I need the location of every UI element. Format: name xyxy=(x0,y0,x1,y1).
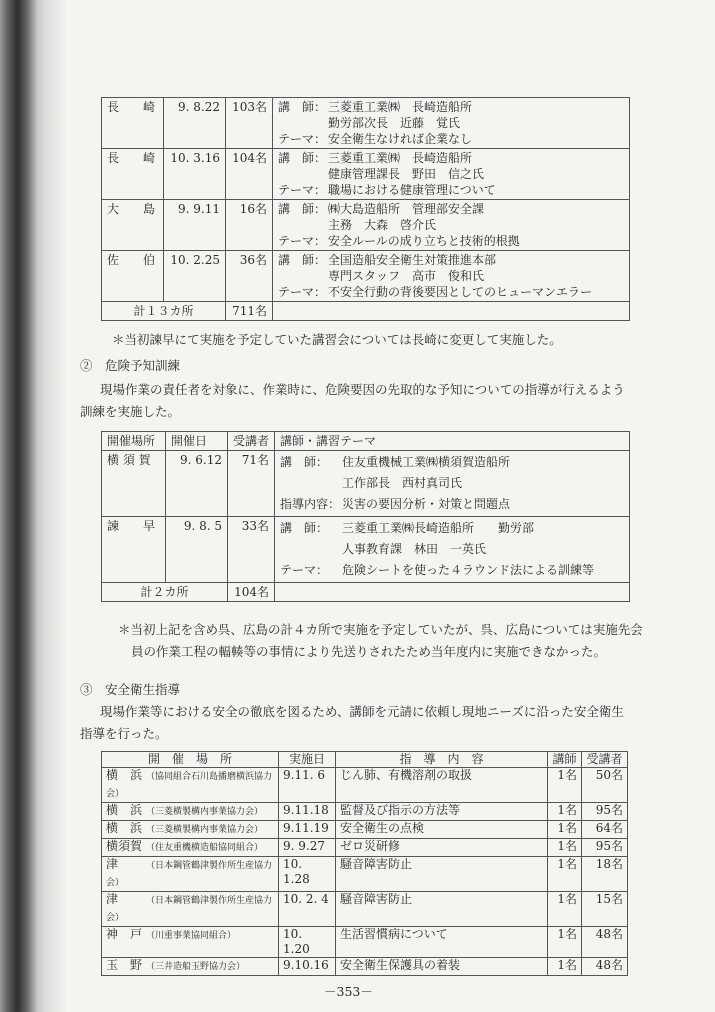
kyt-table xyxy=(101,431,630,602)
section-2-intro-1: 現場作業の責任者を対象に、作業時に、危険要因の先取的な予知についての指導が行えるよう xyxy=(100,382,625,397)
line-label: 講 師： xyxy=(278,253,327,267)
total-count: 711名 xyxy=(226,302,273,321)
lecture-line xyxy=(278,166,624,182)
line-text: 主務 大森 啓介氏 xyxy=(328,218,437,232)
venue-cell xyxy=(102,768,279,803)
lecture-line xyxy=(278,131,624,147)
content-cell: 騒音障害防止 xyxy=(336,892,548,927)
header-row xyxy=(102,432,630,451)
instructor-count: 1名 xyxy=(548,958,582,976)
line-text: 三菱重工業㈱長崎造船所 勤労部 xyxy=(342,521,535,535)
venue-city: 津 xyxy=(106,892,119,906)
lecture-cell xyxy=(273,251,630,302)
note-1: ＊当初諫早にて実施を予定していた講習会については長崎に変更して実施した。 xyxy=(112,332,562,347)
column-header: 開催日 xyxy=(166,432,228,451)
content-cell: 騒音障害防止 xyxy=(336,857,548,892)
table-row xyxy=(102,200,630,251)
venue-city: 神 戸 xyxy=(106,927,143,941)
lecture-line xyxy=(280,494,624,515)
header-row xyxy=(102,752,628,768)
instructor-count: 1名 xyxy=(548,857,582,892)
line-text: 三菱重工業㈱ 長崎造船所 xyxy=(328,151,473,165)
lecture-line xyxy=(278,217,624,233)
instructor-count: 1名 xyxy=(548,839,582,857)
line-text: 勤労部次長 近藤 覚氏 xyxy=(328,116,461,130)
venue-cell xyxy=(102,803,279,821)
total-count: 104名 xyxy=(228,583,275,602)
count-cell: 104名 xyxy=(226,149,273,200)
lecture-line xyxy=(280,560,624,581)
table-row xyxy=(102,839,628,857)
total-empty xyxy=(275,583,630,602)
instructor-count: 1名 xyxy=(548,803,582,821)
lecture-line xyxy=(278,252,624,268)
attendee-count: 50名 xyxy=(582,768,628,803)
content-cell: 安全衛生保護具の着装 xyxy=(336,958,548,976)
line-label: 講 師： xyxy=(278,151,327,165)
count-cell: 33名 xyxy=(228,517,275,583)
column-header: 受講者 xyxy=(582,752,628,768)
line-label: テーマ： xyxy=(280,563,329,577)
content-cell: 生活習慣病について xyxy=(336,927,548,958)
venue-org: （三菱横製構内事業協力会） xyxy=(146,825,264,835)
count-cell: 16名 xyxy=(226,200,273,251)
date-cell: 9.11. 6 xyxy=(279,768,336,803)
line-text: 三菱重工業㈱ 長崎造船所 xyxy=(328,100,473,114)
line-text: 職場における健康管理について xyxy=(328,183,496,197)
line-text: 健康管理課長 野田 信之氏 xyxy=(328,167,485,181)
venue-org: （三井造船玉野協力会） xyxy=(146,962,246,972)
attendee-count: 15名 xyxy=(582,892,628,927)
venue-org: （日本鋼管鶴津製作所生産協力会） xyxy=(106,896,273,923)
lecture-line xyxy=(278,150,624,166)
instructor-count: 1名 xyxy=(548,821,582,839)
place-cell: 諫 早 xyxy=(102,517,166,583)
total-label: 計１３カ所 xyxy=(102,302,226,321)
table-row xyxy=(102,451,630,517)
venue-cell xyxy=(102,857,279,892)
date-cell: 9.11.18 xyxy=(279,803,336,821)
line-label: 講 師： xyxy=(280,521,329,535)
attendee-count: 64名 xyxy=(582,821,628,839)
content-cell: 安全衛生の点検 xyxy=(336,821,548,839)
line-label: テーマ： xyxy=(278,132,327,146)
total-row xyxy=(102,302,630,321)
table-row xyxy=(102,98,630,149)
table-row xyxy=(102,768,628,803)
date-cell: 9. 8.22 xyxy=(164,98,226,149)
venue-org: （協同組合石川島播磨横浜協力会） xyxy=(106,772,273,799)
count-cell: 71名 xyxy=(228,451,275,517)
table-row xyxy=(102,517,630,583)
attendee-count: 48名 xyxy=(582,958,628,976)
table-row xyxy=(102,803,628,821)
lecture-cell xyxy=(275,517,630,583)
venue-city: 横須賀 xyxy=(106,839,143,853)
attendee-count: 48名 xyxy=(582,927,628,958)
lecture-line xyxy=(280,452,624,473)
line-text: 全国造船安全衛生対策推進本部 xyxy=(328,253,497,267)
note-2-line-1: ＊当初上記を含め呉、広島の計４カ所で実施を予定していたが、呉、広島については実施先会 xyxy=(118,622,643,637)
place-cell: 長 崎 xyxy=(102,149,164,200)
attendee-count: 95名 xyxy=(582,803,628,821)
venue-city: 横 浜 xyxy=(106,803,143,817)
line-label: 講 師： xyxy=(278,100,327,114)
column-header: 指 導 内 容 xyxy=(336,752,548,768)
lecture-cell xyxy=(275,451,630,517)
line-text: 安全衛生なければ企業なし xyxy=(328,132,473,146)
place-cell: 横 須 賀 xyxy=(102,451,166,517)
table-row xyxy=(102,857,628,892)
attendee-count: 18名 xyxy=(582,857,628,892)
lecture-line xyxy=(278,115,624,131)
date-cell: 10. 1.28 xyxy=(279,857,336,892)
column-header: 受講者 xyxy=(228,432,275,451)
page-number: －353－ xyxy=(324,984,373,999)
line-label: 講 師： xyxy=(280,455,329,469)
lecture-line xyxy=(280,473,624,494)
line-label: テーマ： xyxy=(278,234,327,248)
date-cell: 9.11.19 xyxy=(279,821,336,839)
place-cell: 大 島 xyxy=(102,200,164,251)
instructor-count: 1名 xyxy=(548,892,582,927)
lecture-cell xyxy=(273,149,630,200)
note-2-line-2: 員の作業工程の輻輳等の事情により先送りされたため当年度内に実施できなかった。 xyxy=(131,644,607,659)
place-cell: 佐 伯 xyxy=(102,251,164,302)
instructor-count: 1名 xyxy=(548,927,582,958)
line-label: 講 師： xyxy=(278,202,327,216)
venue-cell xyxy=(102,927,279,958)
binding-glow xyxy=(38,0,68,1012)
column-header: 開 催 場 所 xyxy=(102,752,279,768)
venue-org: （住友重機横造船協同組合） xyxy=(146,843,264,853)
lecture-line xyxy=(280,539,624,560)
venue-cell xyxy=(102,892,279,927)
table-row xyxy=(102,927,628,958)
date-cell: 9.10.16 xyxy=(279,958,336,976)
table-row xyxy=(102,892,628,927)
line-text: 安全ルールの成り立ちと技術的根拠 xyxy=(328,234,520,248)
section-3-intro-1: 現場作業等における安全の徹底を図るため、講師を元請に依頼し現地ニーズに沿った安全衛生 xyxy=(100,704,624,719)
lecture-line xyxy=(278,284,624,300)
section-3-intro-2: 指導を行った。 xyxy=(80,726,168,741)
total-label: 計２カ所 xyxy=(102,583,228,602)
date-cell: 10. 3.16 xyxy=(164,149,226,200)
content-cell: ゼロ災研修 xyxy=(336,839,548,857)
lecture-line xyxy=(278,201,624,217)
lecture-line xyxy=(280,518,624,539)
line-text: 危険シートを使った４ラウンド法による訓練等 xyxy=(342,563,595,577)
venue-org: （三菱横製構内事業協力会） xyxy=(146,807,264,817)
venue-org: （日本鋼管鶴津製作所生産協力会） xyxy=(106,861,273,888)
date-cell: 9. 9.11 xyxy=(164,200,226,251)
line-text: 住友重機械工業㈱横須賀造船所 xyxy=(342,455,511,469)
content-cell: じん肺、有機溶剤の取扱 xyxy=(336,768,548,803)
section-2-intro-2: 訓練を実施した。 xyxy=(80,404,181,419)
lecture-line xyxy=(278,268,624,284)
date-cell: 10. 2. 4 xyxy=(279,892,336,927)
count-cell: 103名 xyxy=(226,98,273,149)
lecture-line xyxy=(278,233,624,249)
lecture-line xyxy=(278,99,624,115)
total-empty xyxy=(273,302,630,321)
table-row xyxy=(102,958,628,976)
line-label: テーマ： xyxy=(278,183,327,197)
lecture-line xyxy=(278,182,624,198)
date-cell: 9. 9.27 xyxy=(279,839,336,857)
total-row xyxy=(102,583,630,602)
section-heading-3: ③ 安全衛生指導 xyxy=(80,682,181,697)
section-heading-2: ② 危険予知訓練 xyxy=(80,358,181,373)
place-cell: 長 崎 xyxy=(102,98,164,149)
table-row xyxy=(102,149,630,200)
column-header: 実施日 xyxy=(279,752,336,768)
line-text: 専門スタッフ 高市 俊和氏 xyxy=(328,269,485,283)
column-header: 講師・講習テーマ xyxy=(275,432,630,451)
venue-city: 津 xyxy=(106,857,119,871)
instructor-count: 1名 xyxy=(548,768,582,803)
table-row xyxy=(102,821,628,839)
column-header: 講師 xyxy=(548,752,582,768)
venue-city: 横 浜 xyxy=(106,768,143,782)
line-text: 工作部長 西村真司氏 xyxy=(342,476,463,490)
guidance-table xyxy=(101,751,628,976)
lecture-cell xyxy=(273,200,630,251)
line-label: テーマ： xyxy=(278,285,327,299)
venue-org: （川重事業協同組合） xyxy=(146,931,237,941)
table-row xyxy=(102,251,630,302)
line-text: 人事教育課 林田 一英氏 xyxy=(342,542,487,556)
column-header: 開催場所 xyxy=(102,432,166,451)
venue-city: 玉 野 xyxy=(106,958,143,972)
count-cell: 36名 xyxy=(226,251,273,302)
venue-city: 横 浜 xyxy=(106,821,143,835)
line-text: ㈱大島造船所 管理部安全課 xyxy=(328,202,485,216)
lecture-cell xyxy=(273,98,630,149)
line-text: 災害の要因分析・対策と問題点 xyxy=(342,497,511,511)
venue-cell xyxy=(102,821,279,839)
date-cell: 9. 8. 5 xyxy=(166,517,228,583)
line-label: 指導内容： xyxy=(280,497,341,511)
date-cell: 9. 6.12 xyxy=(166,451,228,517)
line-text: 不安全行動の背後要因としてのヒューマンエラー xyxy=(328,285,593,299)
lecture-table xyxy=(101,97,630,321)
attendee-count: 95名 xyxy=(582,839,628,857)
date-cell: 10. 1.20 xyxy=(279,927,336,958)
date-cell: 10. 2.25 xyxy=(164,251,226,302)
venue-cell xyxy=(102,958,279,976)
content-cell: 監督及び指示の方法等 xyxy=(336,803,548,821)
venue-cell xyxy=(102,839,279,857)
